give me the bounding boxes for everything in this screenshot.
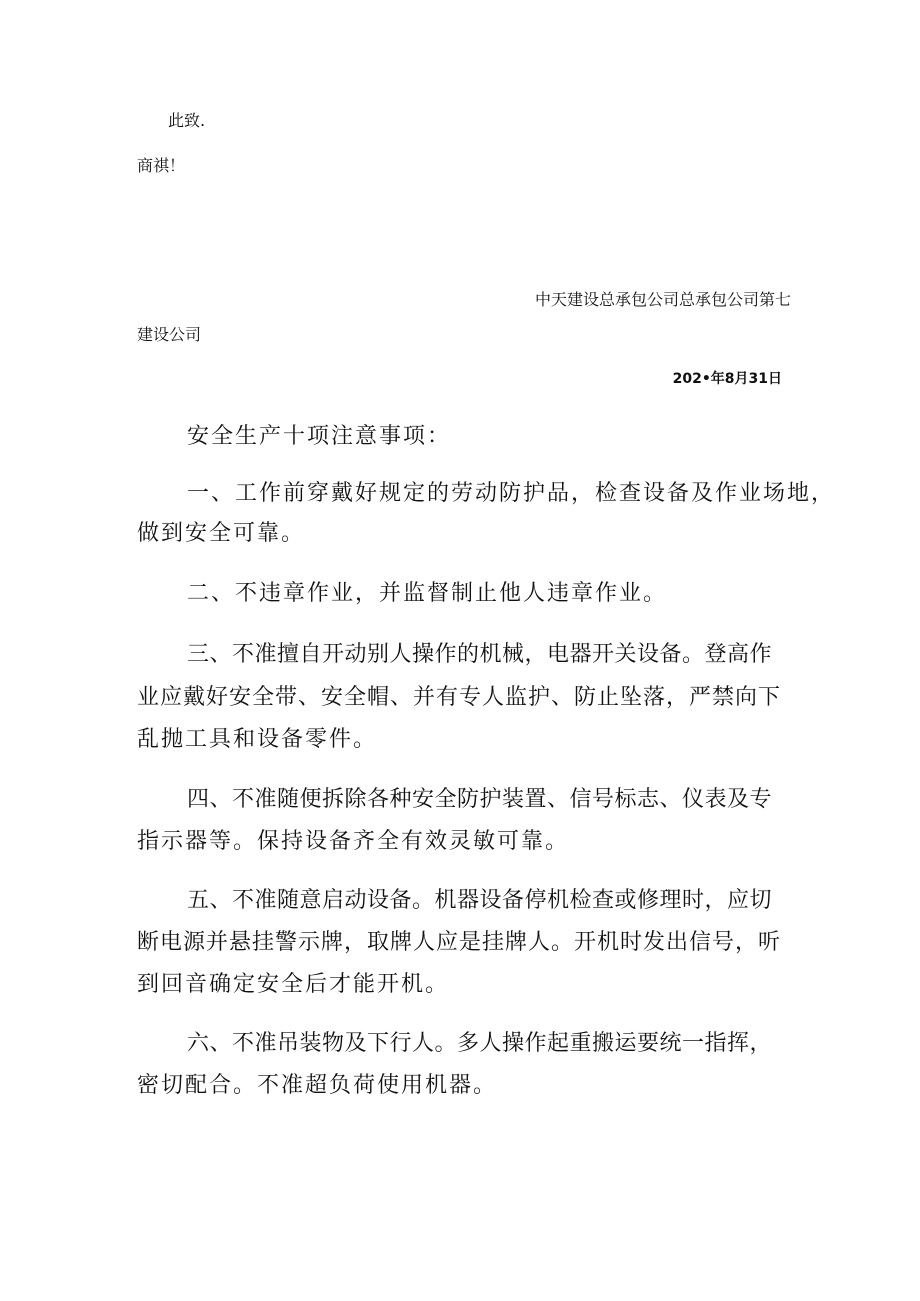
letter-date: 202•年8月31日 xyxy=(672,371,782,387)
notice-item-4-line-2: 指示器等。保持设备齐全有效灵敏可靠。 xyxy=(137,829,570,854)
notice-item-3-line-2: 业应戴好安全带、安全帽、并有专人监护、防止坠落，严禁向下 xyxy=(137,685,782,710)
notice-item-5-line-3: 到回音确定安全后才能开机。 xyxy=(137,972,450,997)
notice-item-6-line-2: 密切配合。不准超负荷使用机器。 xyxy=(137,1073,498,1098)
notice-item-3-line-3: 乱抛工具和设备零件。 xyxy=(137,727,378,752)
notice-item-4-line-1: 四、不准随便拆除各种安全防护装置、信号标志、仪表及专 xyxy=(187,787,773,812)
closing-line-2: 商祺！ xyxy=(137,156,186,175)
notice-title: 安全生产十项注意事项： xyxy=(187,424,452,449)
notice-item-3-line-1: 三、不准擅自开动别人操作的机械，电器开关设备。登高作 xyxy=(187,642,773,667)
notice-item-5-line-1: 五、不准随意启动设备。机器设备停机检查或修理时，应切 xyxy=(187,888,773,913)
signature-line-2: 建设公司 xyxy=(137,325,202,344)
notice-item-6-line-1: 六、不准吊装物及下行人。多人操作起重搬运要统一指挥， xyxy=(187,1031,773,1056)
closing-line-1: 此致. xyxy=(168,111,206,130)
notice-item-2-line-1: 二、不违章作业，并监督制止他人违章作业。 xyxy=(187,581,668,606)
notice-item-1-line-1: 一、工作前穿戴好规定的劳动防护品，检查设备及作业场地， xyxy=(187,481,836,506)
notice-item-1-line-2: 做到安全可靠。 xyxy=(137,521,306,546)
notice-item-5-line-2: 断电源并悬挂警示牌，取牌人应是挂牌人。开机时发出信号，听 xyxy=(137,930,782,955)
signature-line-1: 中天建设总承包公司总承包公司第七 xyxy=(535,290,792,309)
